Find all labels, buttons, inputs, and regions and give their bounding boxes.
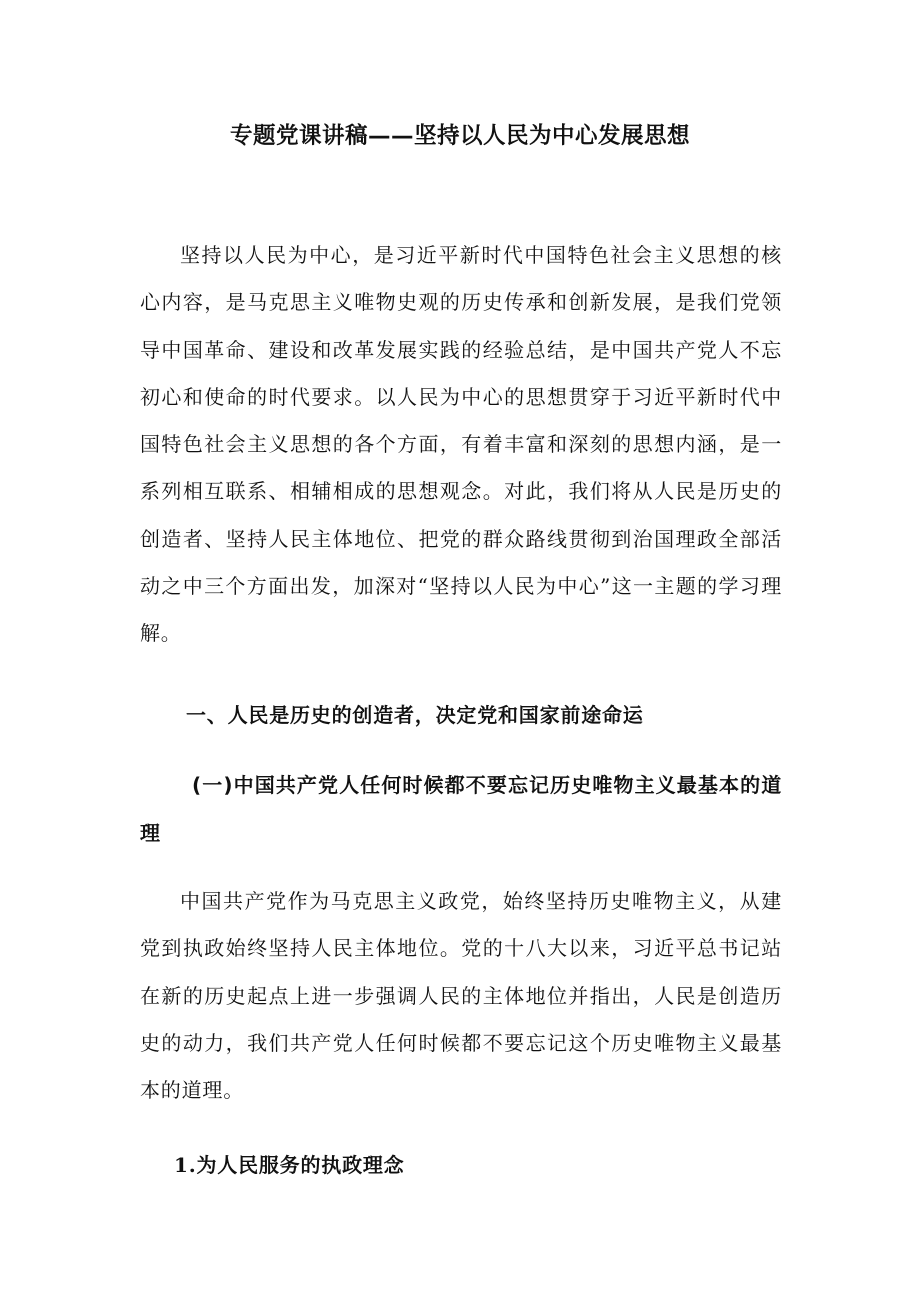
section-heading: 一、人民是历史的创造者，决定党和国家前途命运 [186,703,644,727]
body-paragraph: 中国共产党作为马克思主义政党，始终坚持历史唯物主义，从建党到执政始终坚持人民主体地位。党的十八大以来，习近平总书记站在新的历史起点上进一步强调人民的主体地位并指出，人民是创造历史的动力，我们共产党人任何时候都不要忘记这个历史唯物主义最基本的道理。 [140,889,782,1103]
subsection-heading: (一)中国共产党人任何时候都不要忘记历史唯物主义最基本的道理 [140,773,782,845]
document-title: 专题党课讲稿——坚持以人民为中心发展思想 [229,123,690,149]
point-heading: 1.为人民服务的执政理念 [174,1153,405,1177]
intro-paragraph: 坚持以人民为中心，是习近平新时代中国特色社会主义思想的核心内容，是马克思主义唯物史观的历史传承和创新发展，是我们党领导中国革命、建设和改革发展实践的经验总结，是中国共产党人不忘初心和使命的时代要求。以人民为中心的思想贯穿于习近平新时代中国特色社会主义思想的各个方面，有着丰富和深刻的思想内涵，是一系列相互联系、相辅相成的思想观念。对此，我们将从人民是历史的创造者、坚持人民主体地位、把党的群众路线贯彻到治国理政全部活动之中三个方面出发，加深对“坚持以人民为中心”这一主题的学习理解。 [140,243,782,646]
